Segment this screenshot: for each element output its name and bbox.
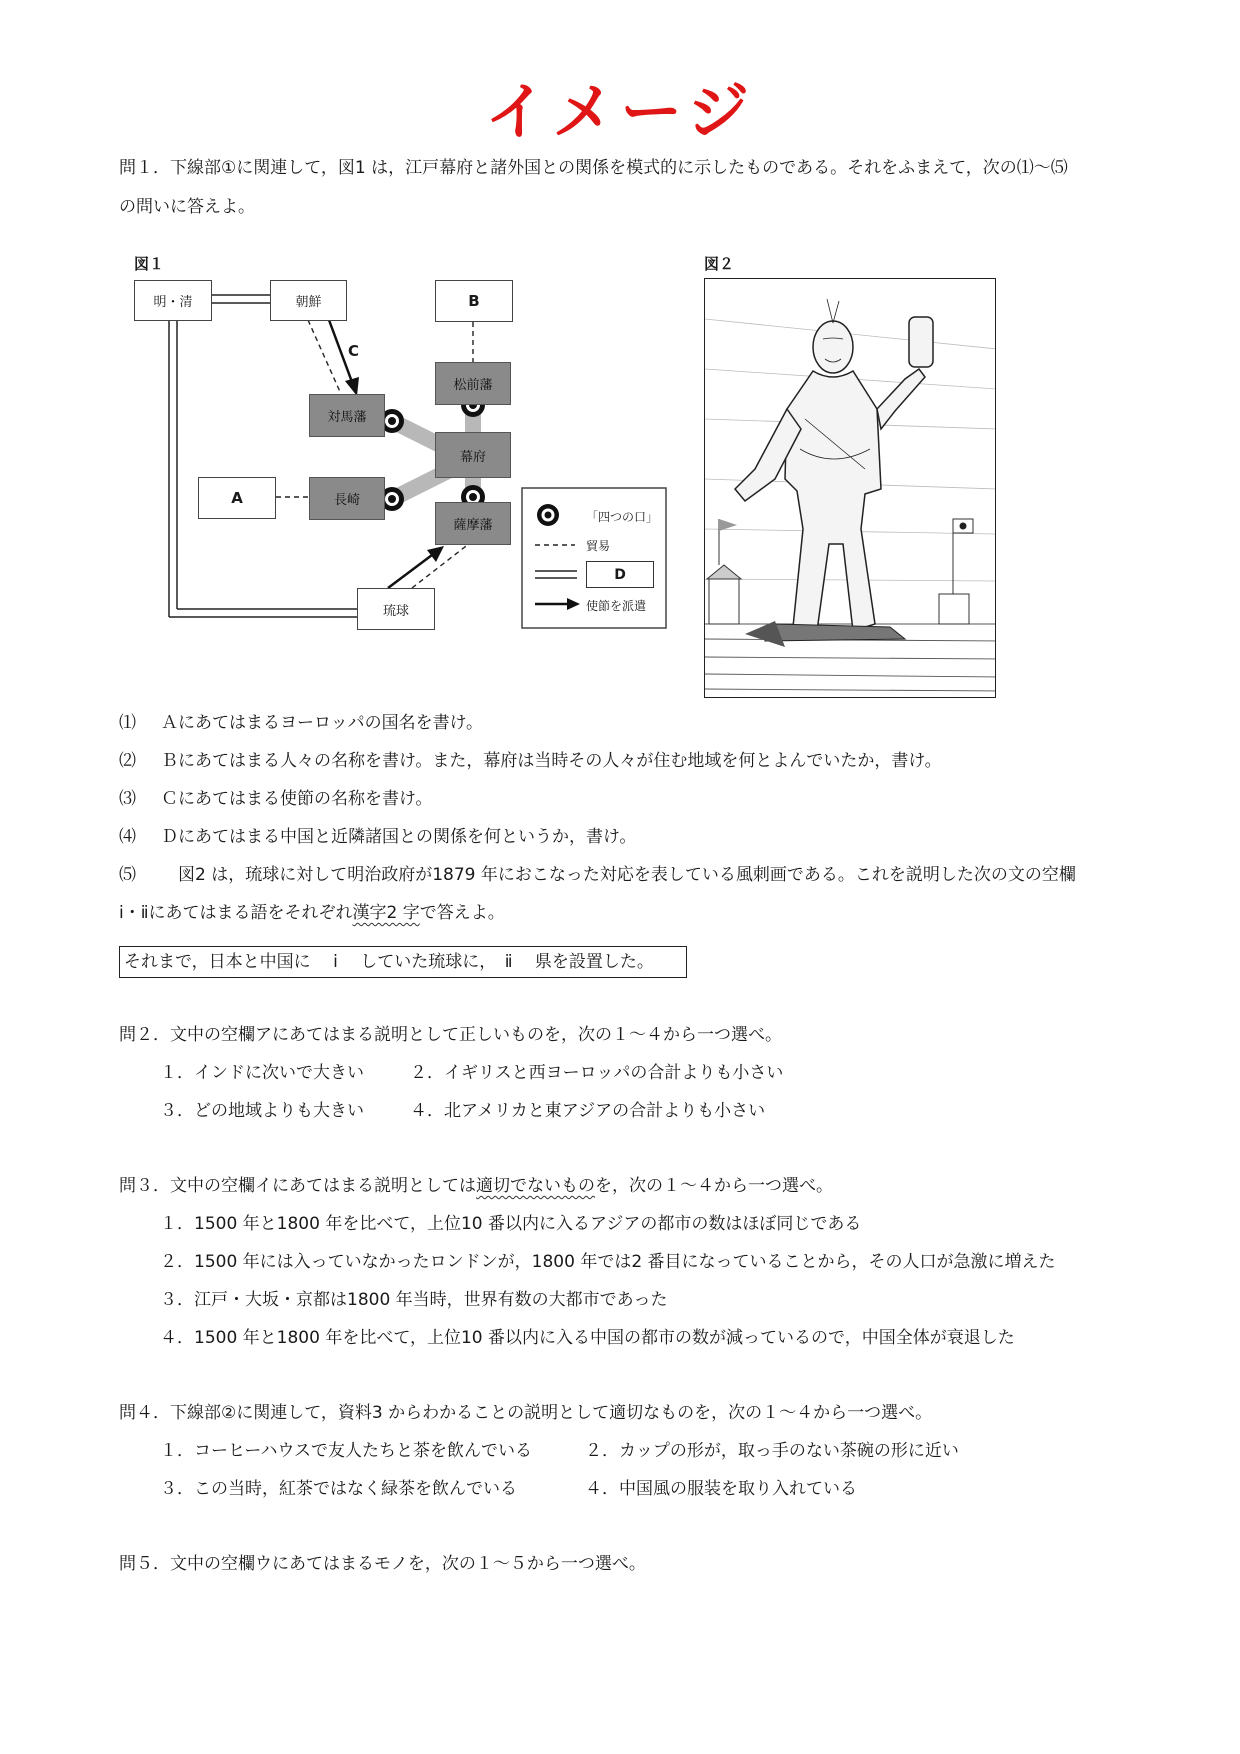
node-tsushima: 対馬藩 [309,394,385,437]
q4-choice-3[interactable]: ３．この当時，紅茶ではなく緑茶を飲んでいる [160,1479,517,1499]
sub-text: Ｃにあてはまる使節の名称を書け。 [161,789,433,809]
caricature-illustration [705,279,996,698]
node-bakufu: 幕府 [435,432,511,478]
q1-sub-2 [119,750,942,772]
node-b: B [435,280,513,322]
q3-choice-3[interactable]: ３．江戸・大坂・京都は1800 年当時，世界有数の大都市であった [160,1290,668,1310]
node-ming-qing: 明・清 [134,280,212,321]
q3-choice-2[interactable]: ２．1500 年には入っていなかったロンドンが，1800 年では2 番目になっていることから，その人口が急激に増えた [160,1252,1056,1272]
figure1-connectors [0,0,1240,700]
q4-choice-4[interactable]: ４．中国風の服装を取り入れている [585,1479,857,1499]
q2-choice-1[interactable]: １．インドに次いで大きい [160,1063,364,1083]
sub-num: ⑵ [119,751,136,771]
legend-four-ports-label: 「四つの口」 [586,510,659,524]
legend-envoy-label: 使節を派遣 [586,599,647,613]
sub-text: Ａにあてはまるヨーロッパの国名を書け。 [161,713,483,733]
q5-stem: 問５．文中の空欄ウにあてはまるモノを，次の１〜５から一つ選べ。 [119,1554,646,1574]
sub-num: ⑴ [119,713,136,733]
q1-stem-line1: 問１．下線部①に関連して，図1 は，江戸幕府と諸外国との関係を模式的に示したものである。それをふまえて，次の⑴〜⑸ [119,158,1068,178]
sub-text: Ｄにあてはまる中国と近隣諸国との関係を何というか，書け。 [161,827,637,847]
q3-choice-1[interactable]: １．1500 年と1800 年を比べて，上位10 番以内に入るアジアの都市の数はほぼ同じである [160,1214,862,1234]
node-a: A [198,477,276,519]
node-joseon: 朝鮮 [270,280,347,321]
q1-sub-5 [119,864,1076,886]
node-matsumae: 松前藩 [435,362,511,405]
q1-stem-line2: の問いに答えよ。 [119,197,255,217]
q3-stem-post: を，次の１〜４から一つ選べ。 [595,1176,833,1196]
q3-stem-emphasis: 適切でないもの [476,1176,595,1196]
q2-choice-4[interactable]: ４．北アメリカと東アジアの合計よりも小さい [410,1101,766,1121]
legend-d-label: D [586,561,654,588]
q1-sub-5-line2 [119,902,505,924]
q2-choice-3[interactable]: ３．どの地域よりも大きい [160,1101,364,1121]
q4-choice-2[interactable]: ２．カップの形が，取っ手のない茶碗の形に近い [585,1441,959,1461]
legend-trade-label: 貿易 [586,539,611,553]
figure1-label: 図１ [134,255,165,273]
figure2-label: 図２ [704,255,735,273]
sub-text: Ｂにあてはまる人々の名称を書け。また，幕府は当時その人々が住む地域を何とよんでいたか，書け。 [161,751,942,771]
q4-stem: 問４．下線部②に関連して，資料3 からわかることの説明として適切なものを，次の１〜４から一つ選べ。 [119,1403,933,1423]
sub5-wavy-emphasis: 漢字2 字 [352,903,420,923]
q3-choice-4[interactable]: ４．1500 年と1800 年を比べて，上位10 番以内に入る中国の都市の数が減っているので，中国全体が衰退した [160,1328,1015,1348]
node-satsuma: 薩摩藩 [435,502,511,545]
label-c: C [348,342,360,360]
q3-stem [119,1175,833,1197]
page-banner: イメージ [484,75,756,148]
q3-stem-pre: 問３．文中の空欄イにあてはまる説明としては [119,1176,476,1196]
sub-num: ⑸ [119,865,136,885]
fill-in-sentence-box: それまで，日本と中国に ⅰ していた琉球に， ⅱ 県を設置した。 [119,946,687,978]
q1-sub-4 [119,826,636,848]
sub5-line2-post: で答えよ。 [419,903,505,923]
figure2-caricature [704,278,996,698]
node-nagasaki: 長崎 [309,477,385,520]
q4-choice-1[interactable]: １．コーヒーハウスで友人たちと茶を飲んでいる [160,1441,532,1461]
sub-num: ⑶ [119,789,136,809]
node-ryukyu: 琉球 [357,588,435,630]
q2-stem: 問２．文中の空欄アにあてはまる説明として正しいものを，次の１〜４から一つ選べ。 [119,1025,782,1045]
q2-choice-2[interactable]: ２．イギリスと西ヨーロッパの合計よりも小さい [410,1063,784,1083]
q1-sub-3 [119,788,432,810]
q1-sub-1 [119,712,483,734]
sub5-line2-pre: ⅰ・ⅱにあてはまる語をそれぞれ [119,903,353,923]
sub-num: ⑷ [119,827,136,847]
sub-text: 図2 は，琉球に対して明治政府が1879 年におこなった対応を表している風刺画である。これを説明した次の文の空欄 [161,865,1076,885]
